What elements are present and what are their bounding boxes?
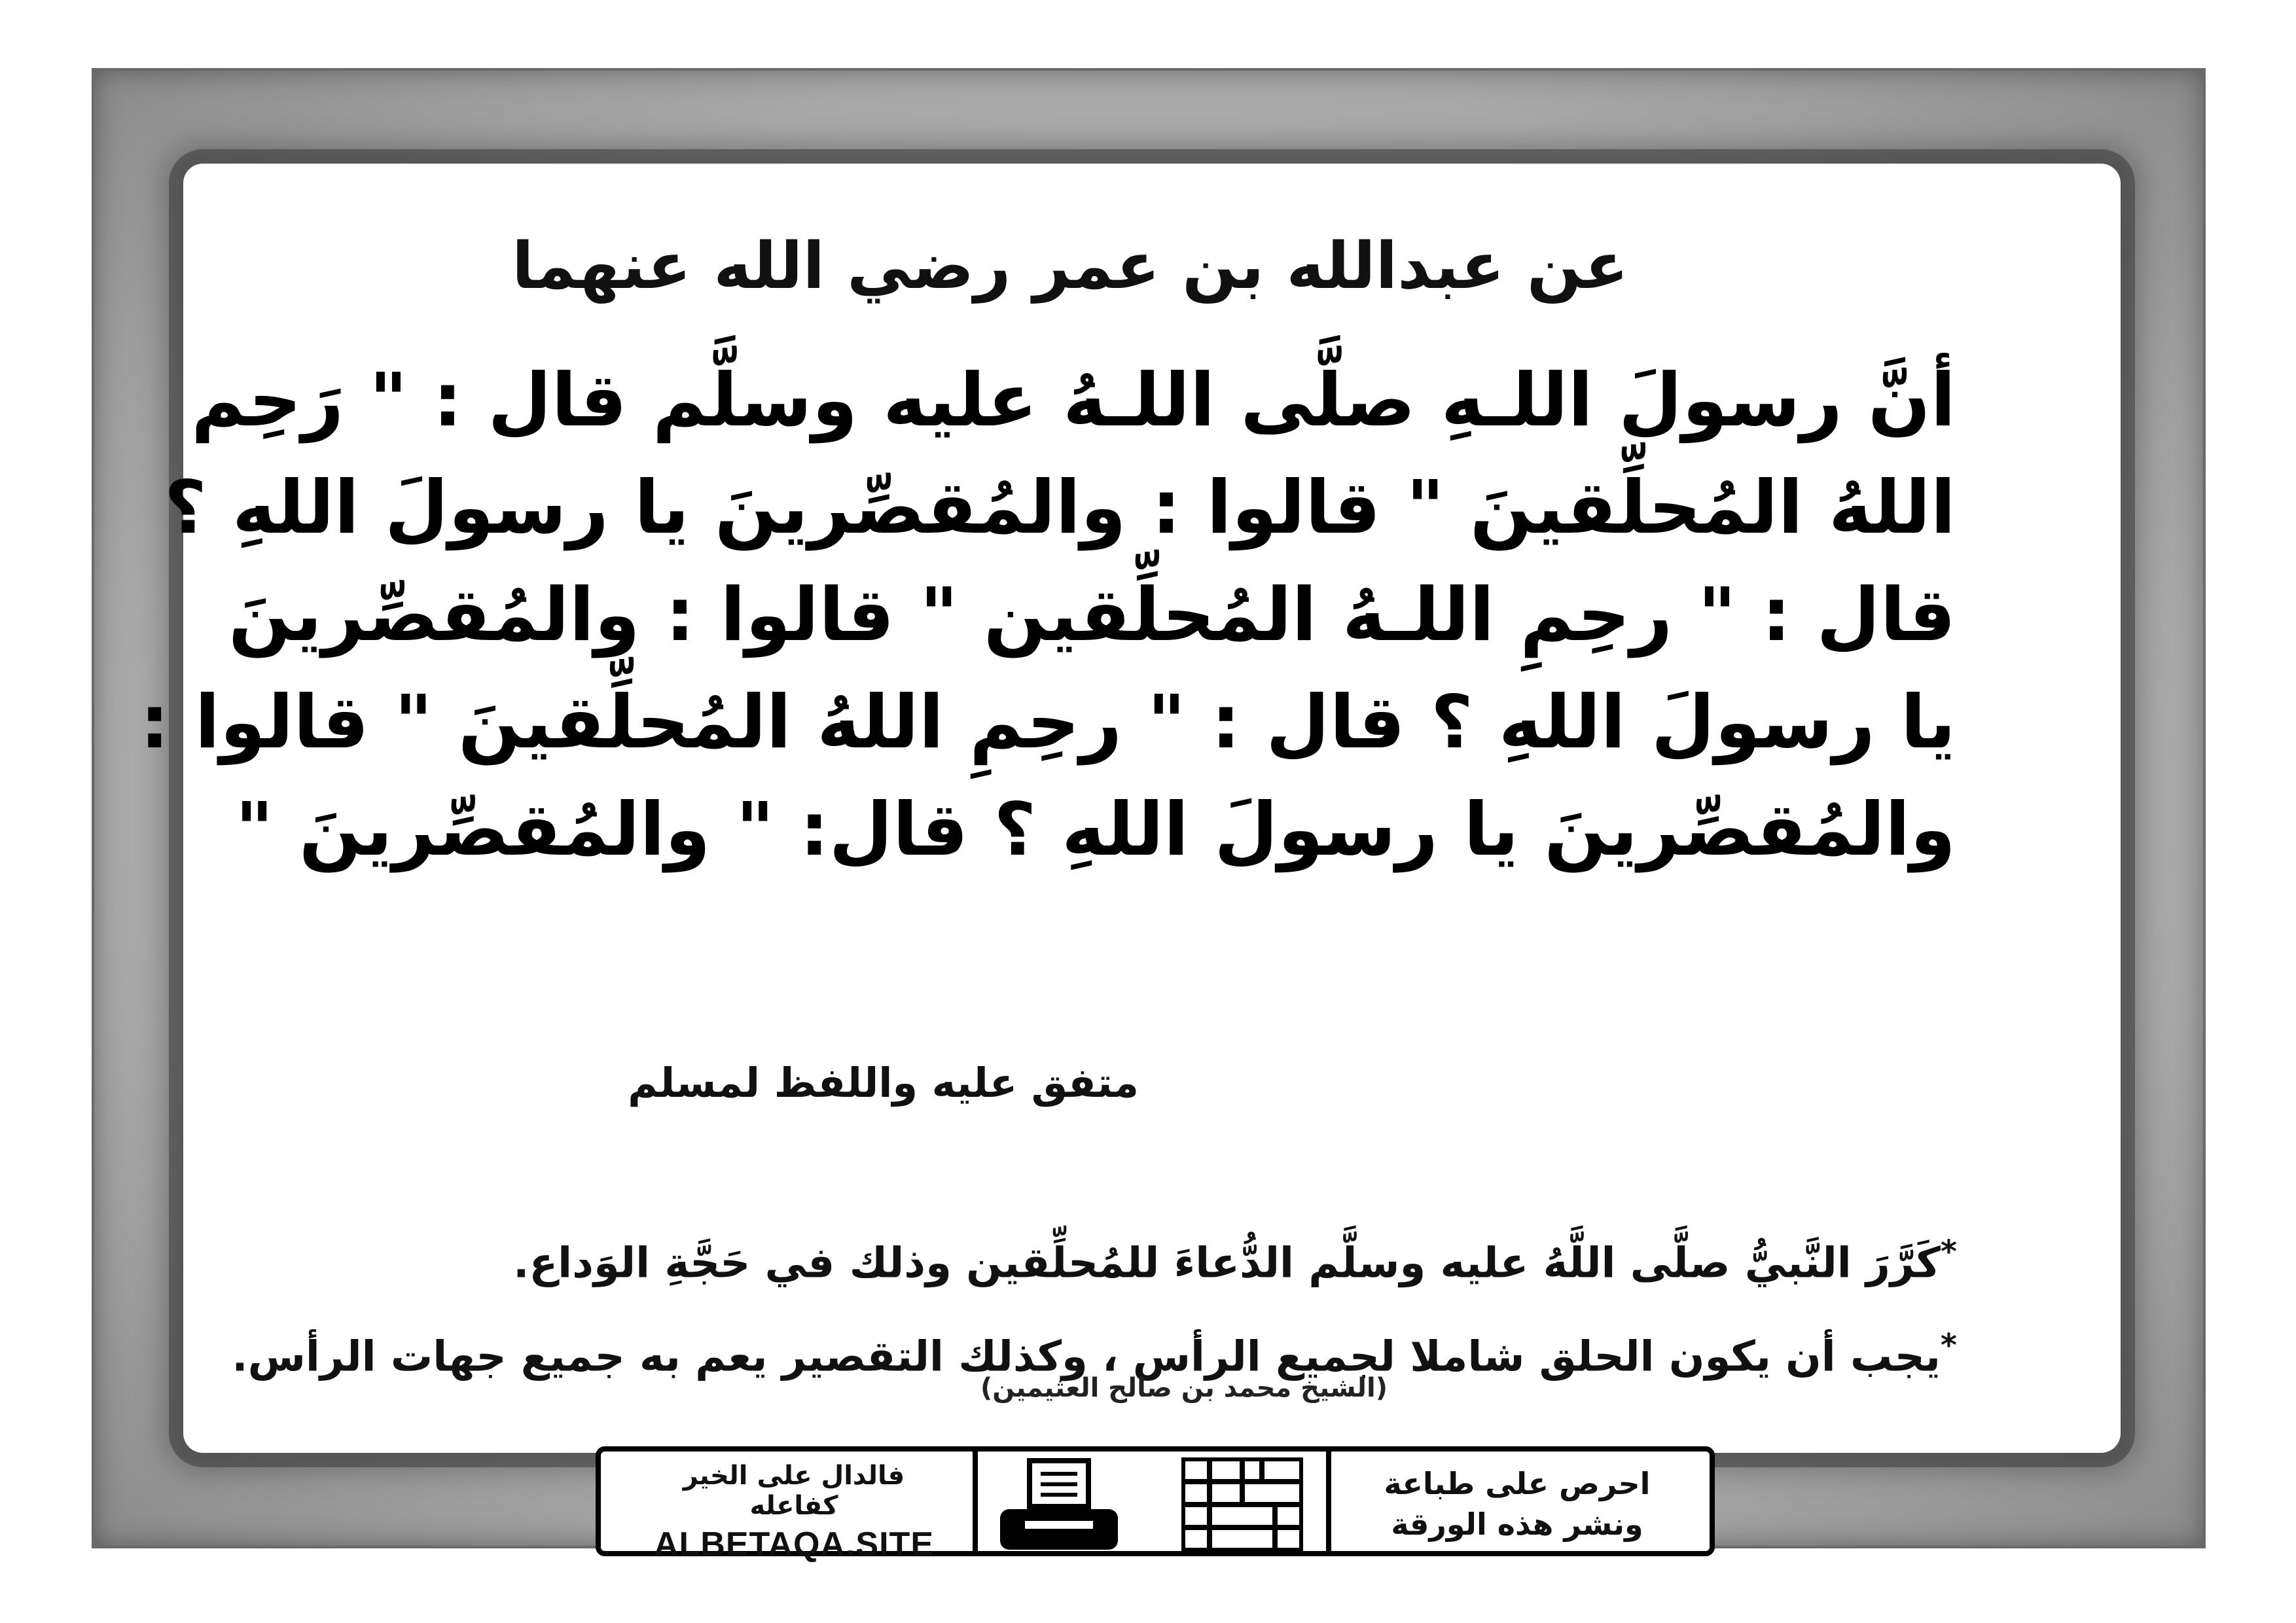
hadith-line-2: اللهُ المُحلِّقينَ " قالوا : والمُقصِّرينَ يا رسولَ اللهِ ؟ xyxy=(164,465,1956,550)
footer-site-block xyxy=(640,1461,948,1564)
footer-site-link[interactable]: ALBETAQA.SITE xyxy=(653,1525,935,1563)
printer-icon xyxy=(994,1458,1124,1554)
notes xyxy=(232,1211,1957,1399)
note-star: * xyxy=(1940,1234,1957,1270)
hadith-text xyxy=(139,347,1956,883)
note-1-text: كَرَّرَ النَّبيُّ صلَّى اللَّهُ عليه وسلَّم الدُّعاءَ للمُحلِّقين وذلك في حَجَّةِ الوَداع. xyxy=(513,1239,1941,1288)
footer-divider xyxy=(1326,1452,1331,1551)
narrator-title: عن عبدالله بن عمر رضي الله عنهما xyxy=(511,229,1629,304)
hadith-line-3: قال : " رحِمِ اللـهُ المُحلِّقين " قالوا : والمُقصِّرينَ xyxy=(228,573,1956,658)
note-2-text: يجب أن يكون الحلق شاملا لجميع الرأس ، وكذلك التقصير يعم به جميع جهات الرأس. xyxy=(232,1332,1941,1382)
footer-banner xyxy=(596,1446,1715,1563)
scholar-attribution: (الشيخ محمد بن صالح العثيمين) xyxy=(980,1373,1388,1403)
note-1 xyxy=(232,1211,1957,1304)
hadith-source: متفق عليه واللفظ لمسلم xyxy=(628,1059,1139,1107)
note-star: * xyxy=(1940,1327,1957,1364)
footer-call-line-1: احرص على طباعة xyxy=(1384,1466,1651,1501)
hadith-line-4: يا رسولَ اللهِ ؟ قال : " رحِمِ اللهُ المُحلِّقينَ " قالوا : xyxy=(139,680,1956,765)
footer-call-to-action xyxy=(1347,1463,1687,1544)
footer-call-line-2: ونشر هذه الورقة xyxy=(1391,1507,1643,1542)
hadith-line-5: والمُقصِّرينَ يا رسولَ اللهِ ؟ قال: " والمُقصِّرينَ " xyxy=(235,787,1956,872)
footer-slogan: فالدال على الخير كفاعله xyxy=(683,1461,905,1521)
footer-divider xyxy=(973,1452,978,1551)
content-panel xyxy=(139,175,2108,1441)
dawa-logo xyxy=(1177,1455,1308,1554)
hadith-line-1: أنَّ رسولَ اللـهِ صلَّى اللـهُ عليه وسلَّم قال : " رَحِم xyxy=(191,358,1956,443)
